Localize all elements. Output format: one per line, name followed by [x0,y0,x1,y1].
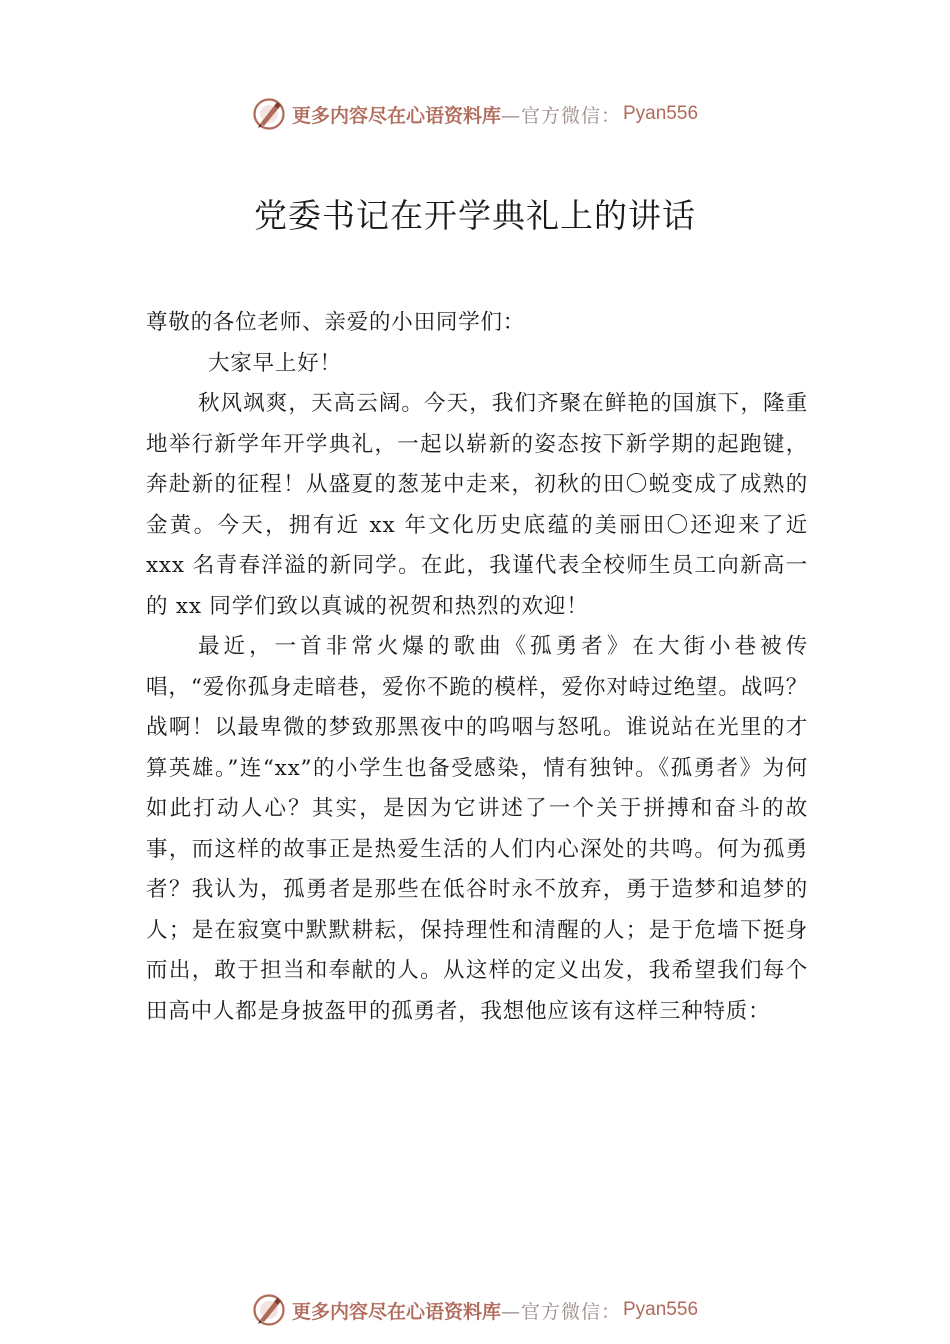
pen-logo-icon [252,97,286,131]
banner-wechat-id: Pyan556 [623,103,699,124]
banner-promo-text: 更多内容尽在心语资料库 [291,104,501,127]
paragraph: 秋风飒爽，天高云阔。今天，我们齐聚在鲜艳的国旗下，隆重地举行新学年开学典礼，一起以崭新的姿态按下新学期的起跑键，奔赴新的征程！从盛夏的葱茏中走来，初秋的田〇蜕变成了成熟的金黄。今天，拥有近 xx 年文化历史底蕴的美丽田〇还迎来了近 xxx 名青春洋溢的新同学。在此，我谨代表全校师生员工向新高一的 xx 同学们致以真诚的祝贺和热烈的欢迎！ [146,391,808,619]
pen-logo-icon [252,1293,286,1327]
greeting: 大家早上好！ [208,350,342,376]
document-title: 党委书记在开学典礼上的讲话 [254,196,696,235]
banner-promo-text: 更多内容尽在心语资料库 [291,1300,501,1323]
banner-wechat-label: —官方微信： [500,104,621,127]
footer-banner [0,1290,950,1330]
header-banner [0,94,950,134]
banner-wechat-label: —官方微信： [500,1300,621,1323]
banner-wechat-id: Pyan556 [623,1299,699,1320]
salutation: 尊敬的各位老师、亲爱的小田同学们： [146,310,526,335]
paragraph: 最近，一首非常火爆的歌曲《孤勇者》在大街小巷被传唱，“爱你孤身走暗巷，爱你不跪的模样，爱你对峙过绝望。战吗？战啊！以最卑微的梦致那黑夜中的呜咽与怒吼。谁说站在光里的才算英雄。”连“xx”的小学生也备受感染，情有独钟。《孤勇者》为何如此打动人心？其实，是因为它讲述了一个关于拼搏和奋斗的故事，而这样的故事正是热爱生活的人们内心深处的共鸣。何为孤勇者？我认为，孤勇者是那些在低谷时永不放弃，勇于造梦和追梦的人；是在寂寞中默默耕耘，保持理性和清醒的人；是于危墙下挺身而出，敢于担当和奉献的人。从这样的定义出发，我希望我们每个田高中人都是身披盔甲的孤勇者，我想他应该有这样三种特质： [146,634,808,1024]
document-body [146,303,808,1032]
